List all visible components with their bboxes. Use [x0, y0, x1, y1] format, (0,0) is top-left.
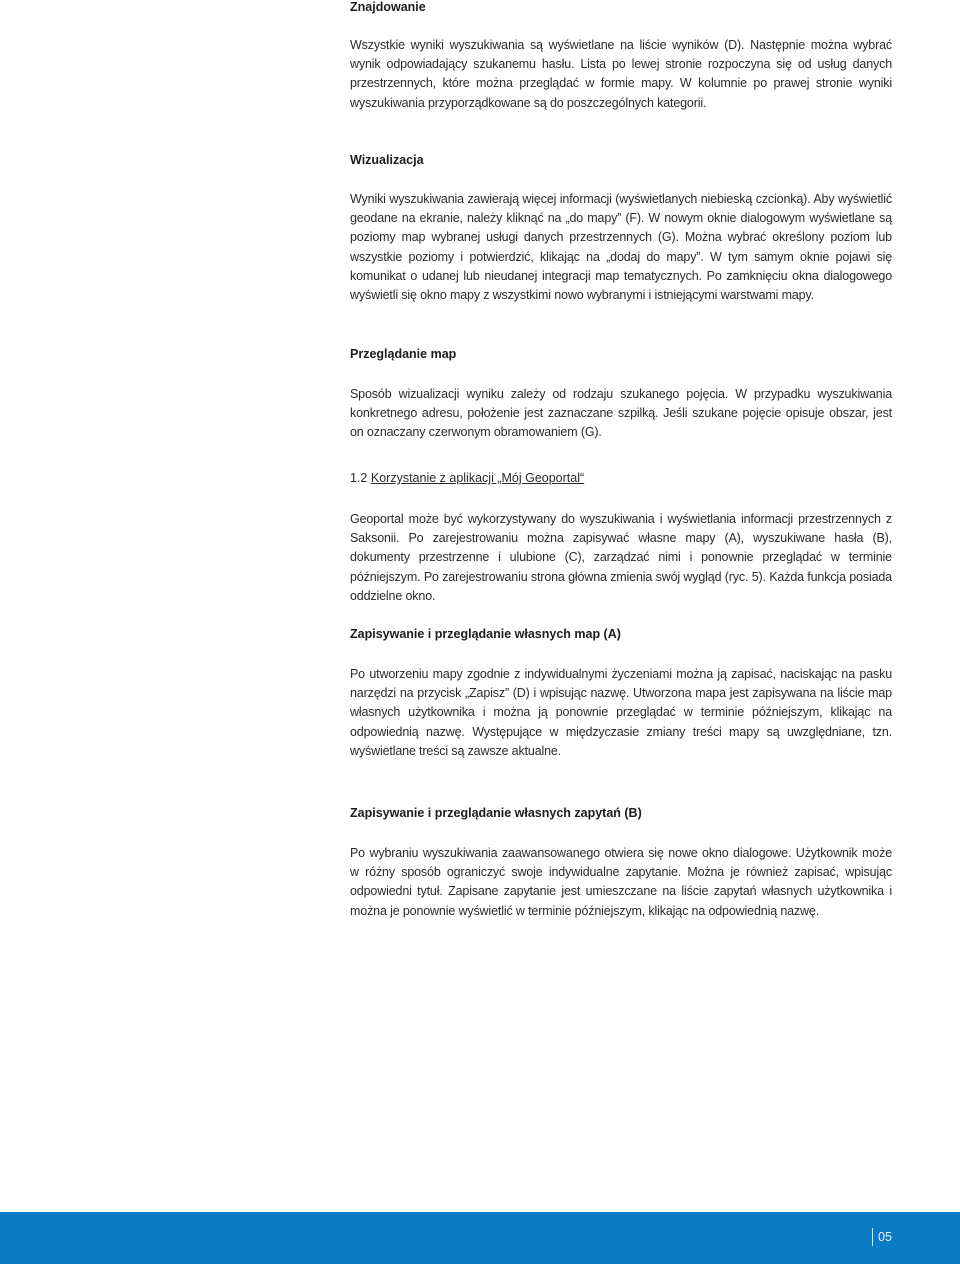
paragraph-przegladanie-map: Sposób wizualizacji wyniku zależy od rodzaju szukanego pojęcia. W przypadku wyszukiwania konkretnego adresu, położenie jest zaznaczane szpilką. Jeśli szukane pojęcie opisuje obszar, jest on oznaczany czerwonym obramowaniem (G).: [350, 387, 892, 440]
section-heading-znajdowanie: Znajdowanie: [350, 0, 426, 14]
section-heading-wizualizacja: Wizualizacja: [350, 153, 424, 167]
subsection-title-link[interactable]: Korzystanie z aplikacji „Mój Geoportal“: [370, 471, 585, 485]
paragraph-znajdowanie: Wszystkie wyniki wyszukiwania są wyświetlane na liście wyników (D). Następnie można wybrać wynik odpowiadający szukanemu hasłu. Lista po lewej stronie rozpoczyna się od usług danych przestrzennych, które można przeglądać w formie mapy. W kolumnie po prawej stronie wyniki wyszukiwania przyporządkowane są do poszczególnych kategorii.: [350, 38, 892, 110]
paragraph-wizualizacja: Wyniki wyszukiwania zawierają więcej informacji (wyświetlanych niebieską czcionką). Aby wyświetlić geodane na ekranie, należy kliknąć na „do mapy” (F). W nowym oknie dialogowym wyświetlane są poziomy map wybranej usługi danych przestrzennych (G). Można wybrać określony poziom lub wszystkie poziomy i potwierdzić, klikając na „dodaj do mapy”. W tym samym oknie pojawi się komunikat o udanej lub nieudanej integracji map tematycznych. Po zamknięciu okna dialogowego wyświetli się okno mapy z wszystkimi nowo wybranymi i istniejącymi warstwami mapy.: [350, 192, 892, 303]
section-heading-zapisywanie-zapytan: Zapisywanie i przeglądanie własnych zapytań (B): [350, 806, 642, 820]
subsection-title: [350, 471, 584, 485]
page-number: 05: [872, 1228, 892, 1246]
paragraph-zapisywanie-zapytan: Po wybraniu wyszukiwania zaawansowanego otwiera się nowe okno dialogowe. Użytkownik może w różny sposób ograniczyć swoje indywidualne zapytanie. Można je również zapisać, wpisując odpowiedni tytuł. Zapisane zapytanie jest umieszczane na liście zapytań własnych użytkownika i można je ponownie wyświetlić w terminie późniejszym, klikając na odpowiednią nazwę.: [350, 846, 892, 918]
section-heading-zapisywanie-map: Zapisywanie i przeglądanie własnych map (A): [350, 627, 621, 641]
paragraph-zapisywanie-map: Po utworzeniu mapy zgodnie z indywidualnymi życzeniami można ją zapisać, naciskając na pasku narzędzi na przycisk „Zapisz” (D) i wpisując nazwę. Utworzona mapa jest zapisywana na liście map własnych użytkownika i można ją ponownie przeglądać w terminie późniejszym, klikając na odpowiednią nazwę. Występujące w międzyczasie zmiany treści mapy są uwzględniane, tzn. wyświetlane treści są zawsze aktualne.: [350, 667, 892, 758]
footer-bar: [0, 1212, 960, 1264]
paragraph-korzystanie: Geoportal może być wykorzystywany do wyszukiwania i wyświetlania informacji przestrzennych z Saksonii. Po zarejestrowaniu można zapisywać własne mapy (A), wyszukiwane hasła (B), dokumenty przestrzenne i ulubione (C), zarządzać nimi i ponownie przeglądać w terminie późniejszym. Po zarejestrowaniu strona główna zmienia swój wygląd (ryc. 5). Każda funkcja posiada oddzielne okno.: [350, 512, 892, 603]
subsection-number: 1.2: [350, 471, 368, 485]
section-heading-przegladanie-map: Przeglądanie map: [350, 347, 457, 361]
